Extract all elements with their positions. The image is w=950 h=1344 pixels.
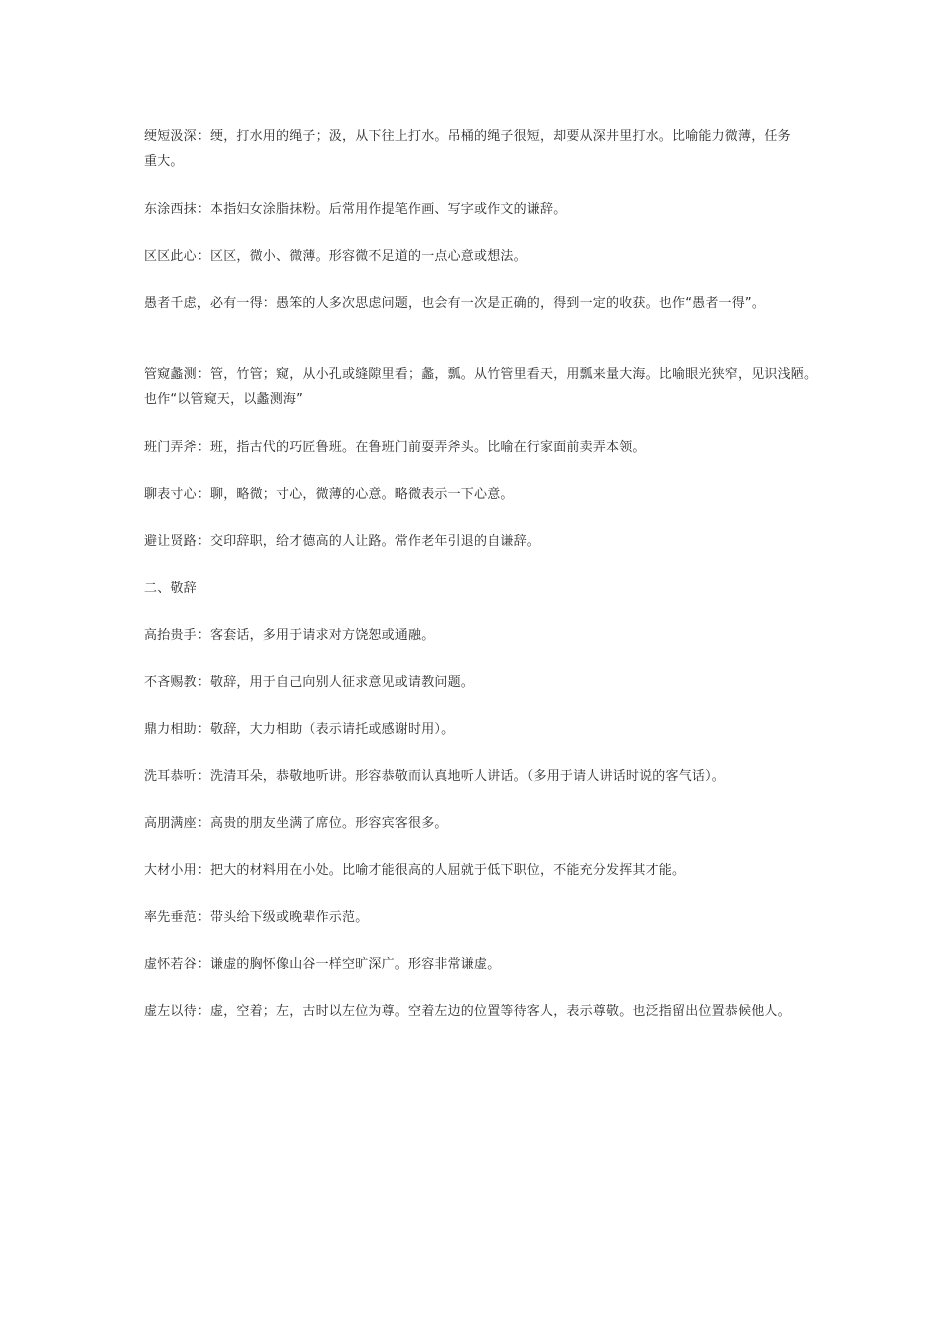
entry-geng-duan-ji-shen <box>144 124 824 174</box>
entry-line: 不吝赐教：敬辞，用于自己向别人征求意见或请教问题。 <box>144 675 475 690</box>
entry-line: 鼎力相助：敬辞，大力相助（表示请托或感谢时用）。 <box>144 722 455 737</box>
entry-line: 也作“以管窥天，以蠡测海” <box>144 392 304 407</box>
entry-ding-li-xiang-zhu <box>144 717 824 742</box>
entry-line: 班门弄斧：班，指古代的巧匠鲁班。在鲁班门前耍弄斧头。比喻在行家面前卖弄本领。 <box>144 440 646 455</box>
entry-xu-zuo-yi-dai <box>144 999 824 1024</box>
entry-qu-qu-ci-xin <box>144 244 824 269</box>
entry-line: 避让贤路：交印辞职，给才德高的人让路。常作老年引退的自谦辞。 <box>144 534 541 549</box>
entry-bu-lin-ci-jiao <box>144 670 824 695</box>
entry-guan-kui-li-ce <box>144 362 824 412</box>
section-heading: 二、敬辞 <box>144 581 197 596</box>
entry-yu-zhe-qian-lv <box>144 291 824 316</box>
entry-ban-men-nong-fu <box>144 435 824 460</box>
entry-gao-tai-gui-shou <box>144 623 824 648</box>
entry-line: 管窥蠡测：管，竹管；窥，从小孔或缝隙里看；蠡，瓢。从竹管里看天，用瓢来量大海。比喻眼光狭窄，见识浅陋。 <box>144 367 818 382</box>
entry-line: 绠短汲深：绠，打水用的绳子；汲，从下往上打水。吊桶的绳子很短，却要从深井里打水。比喻能力微薄，任务 <box>144 129 791 144</box>
section-heading-jing-ci <box>144 576 824 601</box>
entry-line: 东涂西抹：本指妇女涂脂抹粉。后常用作提笔作画、写字或作文的谦辞。 <box>144 202 567 217</box>
entry-line: 重大。 <box>144 154 184 169</box>
entry-line: 洗耳恭听：洗清耳朵，恭敬地听讲。形容恭敬而认真地听人讲话。（多用于请人讲话时说的客气话）。 <box>144 769 726 784</box>
entry-line: 虚左以待：虚，空着；左，古时以左位为尊。空着左边的位置等待客人，表示尊敬。也泛指留出位置恭候他人。 <box>144 1004 791 1019</box>
entry-line: 率先垂范：带头给下级或晚辈作示范。 <box>144 910 369 925</box>
entry-xu-huai-ruo-gu <box>144 952 824 977</box>
entry-dong-tu-xi-mo <box>144 197 824 222</box>
entry-shuai-xian-chui-fan <box>144 905 824 930</box>
entry-line: 聊表寸心：聊，略微；寸心，微薄的心意。略微表示一下心意。 <box>144 487 514 502</box>
entry-gao-peng-man-zuo <box>144 811 824 836</box>
entry-da-cai-xiao-yong <box>144 858 824 883</box>
entry-xi-er-gong-ting <box>144 764 824 789</box>
entry-line: 虚怀若谷：谦虚的胸怀像山谷一样空旷深广。形容非常谦虚。 <box>144 957 501 972</box>
entry-line: 大材小用：把大的材料用在小处。比喻才能很高的人屈就于低下职位，不能充分发挥其才能。 <box>144 863 686 878</box>
entry-line: 区区此心：区区，微小、微薄。形容微不足道的一点心意或想法。 <box>144 249 527 264</box>
entry-line: 高朋满座：高贵的朋友坐满了席位。形容宾客很多。 <box>144 816 448 831</box>
entry-line: 愚者千虑，必有一得：愚笨的人多次思虑问题，也会有一次是正确的，得到一定的收获。也作“愚者一得”。 <box>144 296 766 311</box>
entry-liao-biao-cun-xin <box>144 482 824 507</box>
entry-line: 高抬贵手：客套话，多用于请求对方饶恕或通融。 <box>144 628 435 643</box>
entry-bi-rang-xian-lu <box>144 529 824 554</box>
